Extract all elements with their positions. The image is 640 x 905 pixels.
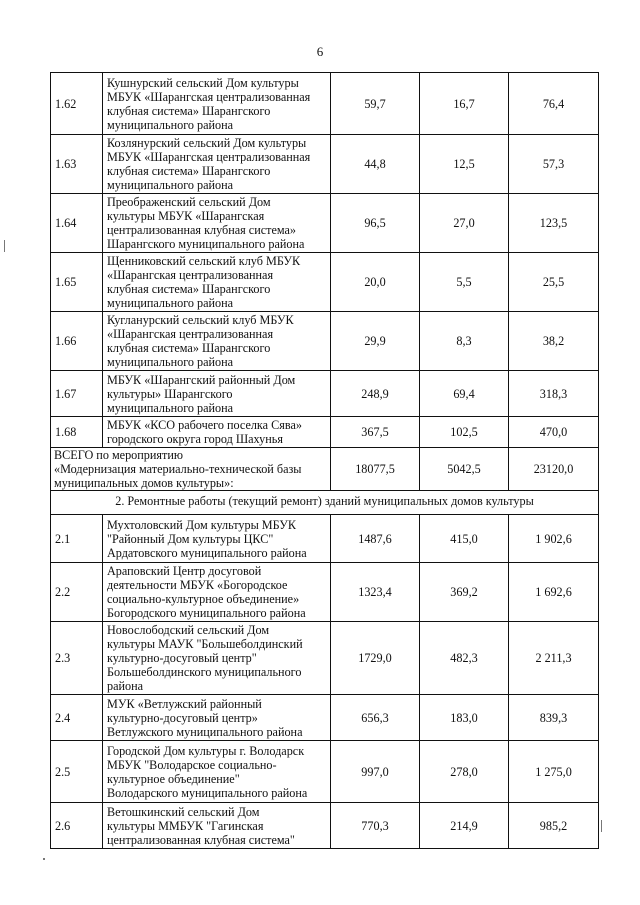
table-row bbox=[51, 803, 599, 849]
institution-name bbox=[103, 515, 331, 563]
table-row bbox=[51, 417, 599, 448]
institution-name-line: Преображенский сельский Дом bbox=[107, 195, 271, 209]
amount-1: 59,7 bbox=[331, 73, 420, 135]
institution-name-line: Мухтоловский Дом культуры МБУК bbox=[107, 517, 296, 532]
amount-3: 76,4 bbox=[509, 73, 599, 135]
amount-1: 997,0 bbox=[331, 741, 420, 803]
amount-2: 214,9 bbox=[420, 803, 509, 849]
institution-name-line: «Шарангская централизованная bbox=[107, 268, 274, 282]
institution-name-line: Богородского муниципального района bbox=[107, 606, 306, 620]
amount-1: 367,5 bbox=[331, 417, 420, 448]
institution-name-line: централизованная клубная система" bbox=[107, 832, 295, 847]
row-number: 2.1 bbox=[51, 515, 103, 563]
amount-3: 1 692,6 bbox=[509, 563, 599, 622]
amount-3: 57,3 bbox=[509, 135, 599, 194]
table-row bbox=[51, 695, 599, 741]
section-heading-row bbox=[51, 491, 599, 515]
amount-2: 12,5 bbox=[420, 135, 509, 194]
institution-name-line: Ардатовского муниципального района bbox=[107, 545, 307, 560]
institution-name-line: муниципального района bbox=[107, 178, 234, 192]
amount-3: 25,5 bbox=[509, 253, 599, 312]
total-label bbox=[51, 448, 331, 491]
table-row bbox=[51, 73, 599, 135]
amount-2: 27,0 bbox=[420, 194, 509, 253]
amount-1: 770,3 bbox=[331, 803, 420, 849]
amount-3: 839,3 bbox=[509, 695, 599, 741]
amount-2: 16,7 bbox=[420, 73, 509, 135]
institution-name-line: деятельности МБУК «Богородское bbox=[107, 578, 288, 592]
institution-name-line: района bbox=[107, 679, 144, 693]
amount-2: 8,3 bbox=[420, 312, 509, 371]
table-row bbox=[51, 741, 599, 803]
row-number: 2.5 bbox=[51, 741, 103, 803]
institution-name-line: Араповский Центр досуговой bbox=[107, 564, 262, 578]
table-row bbox=[51, 253, 599, 312]
institution-name-line: муниципального района bbox=[107, 355, 234, 369]
institution-name-line: социально-культурное объединение» bbox=[107, 592, 300, 606]
row-number: 1.62 bbox=[51, 73, 103, 135]
institution-name-line: муниципального района bbox=[107, 296, 234, 310]
page-number: 6 bbox=[316, 44, 324, 59]
table-body-part2 bbox=[51, 515, 599, 849]
institution-name-line: Козлянурский сельский Дом культуры bbox=[107, 136, 307, 150]
institution-name-line: Кугланурский сельский клуб МБУК bbox=[107, 313, 294, 327]
institution-name bbox=[103, 695, 331, 741]
row-number: 1.64 bbox=[51, 194, 103, 253]
institution-name-line: Новослободский сельский Дом bbox=[107, 623, 270, 637]
amount-1: 96,5 bbox=[331, 194, 420, 253]
amount-3: 123,5 bbox=[509, 194, 599, 253]
amount-2: 482,3 bbox=[420, 622, 509, 695]
institution-name-line: культуры ММБУК "Гагинская bbox=[107, 818, 264, 833]
amount-1: 1323,4 bbox=[331, 563, 420, 622]
amount-2: 69,4 bbox=[420, 371, 509, 417]
total-label-line: муниципальных домов культуры»: bbox=[54, 476, 234, 490]
institution-name-line: клубная система» Шарангского bbox=[107, 341, 271, 355]
institution-name-line: МБУК «Шарангский районный Дом bbox=[107, 372, 296, 387]
amount-1: 656,3 bbox=[331, 695, 420, 741]
amount-1: 20,0 bbox=[331, 253, 420, 312]
total-label-line: «Модернизация материально-технической базы bbox=[54, 462, 302, 476]
institution-name-line: городского округа город Шахунья bbox=[107, 432, 283, 446]
funding-table bbox=[50, 72, 599, 849]
amount-3: 318,3 bbox=[509, 371, 599, 417]
institution-name-line: культуры МБУК «Шарангская bbox=[107, 209, 265, 223]
amount-1: 248,9 bbox=[331, 371, 420, 417]
total-label-line: ВСЕГО по мероприятию bbox=[54, 448, 183, 462]
institution-name-line: МБУК «Шарангская централизованная bbox=[107, 150, 311, 164]
institution-name bbox=[103, 563, 331, 622]
row-number: 1.67 bbox=[51, 371, 103, 417]
institution-name-line: МБУК "Володарское социально- bbox=[107, 757, 277, 772]
table-row bbox=[51, 312, 599, 371]
total-value-2: 5042,5 bbox=[420, 448, 509, 491]
institution-name bbox=[103, 741, 331, 803]
institution-name-line: Шарангского муниципального района bbox=[107, 237, 305, 251]
institution-name bbox=[103, 622, 331, 695]
table-row bbox=[51, 135, 599, 194]
amount-1: 44,8 bbox=[331, 135, 420, 194]
table-row bbox=[51, 371, 599, 417]
section-heading: 2. Ремонтные работы (текущий ремонт) зданий муниципальных домов культуры bbox=[51, 491, 599, 515]
table-row bbox=[51, 194, 599, 253]
institution-name-line: Большеболдинского муниципального bbox=[107, 665, 302, 679]
institution-name bbox=[103, 194, 331, 253]
row-number: 2.6 bbox=[51, 803, 103, 849]
amount-3: 1 275,0 bbox=[509, 741, 599, 803]
amount-3: 985,2 bbox=[509, 803, 599, 849]
institution-name-line: клубная система» Шарангского bbox=[107, 103, 271, 118]
institution-name-line: культуры» Шарангского bbox=[107, 386, 233, 401]
row-number: 1.63 bbox=[51, 135, 103, 194]
institution-name bbox=[103, 417, 331, 448]
institution-name bbox=[103, 73, 331, 135]
table-row bbox=[51, 515, 599, 563]
amount-3: 470,0 bbox=[509, 417, 599, 448]
institution-name-line: Володарского муниципального района bbox=[107, 785, 308, 800]
institution-name-line: культурное объединение" bbox=[107, 771, 240, 786]
total-value-3: 23120,0 bbox=[509, 448, 599, 491]
table-body-part1 bbox=[51, 73, 599, 448]
row-number: 2.4 bbox=[51, 695, 103, 741]
institution-name-line: МУК «Ветлужский районный bbox=[107, 696, 262, 711]
row-number: 1.66 bbox=[51, 312, 103, 371]
row-number: 2.3 bbox=[51, 622, 103, 695]
amount-3: 1 902,6 bbox=[509, 515, 599, 563]
institution-name-line: Щенниковский сельский клуб МБУК bbox=[107, 254, 301, 268]
institution-name-line: МБУК «Шарангская централизованная bbox=[107, 89, 311, 104]
total-row bbox=[51, 448, 599, 491]
amount-1: 1729,0 bbox=[331, 622, 420, 695]
amount-3: 38,2 bbox=[509, 312, 599, 371]
amount-1: 29,9 bbox=[331, 312, 420, 371]
amount-2: 5,5 bbox=[420, 253, 509, 312]
scan-mark bbox=[4, 240, 5, 252]
institution-name-line: культуры МАУК "Большеболдинский bbox=[107, 637, 303, 651]
institution-name-line: муниципального района bbox=[107, 400, 234, 415]
amount-2: 369,2 bbox=[420, 563, 509, 622]
table-row bbox=[51, 563, 599, 622]
institution-name bbox=[103, 135, 331, 194]
institution-name-line: централизованная клубная система» bbox=[107, 223, 297, 237]
institution-name-line: МБУК «КСО рабочего поселка Сява» bbox=[107, 418, 302, 432]
institution-name bbox=[103, 312, 331, 371]
amount-2: 183,0 bbox=[420, 695, 509, 741]
amount-2: 102,5 bbox=[420, 417, 509, 448]
table-total-section bbox=[51, 448, 599, 515]
institution-name-line: Городской Дом культуры г. Володарск bbox=[107, 743, 305, 758]
row-number: 1.65 bbox=[51, 253, 103, 312]
table-row bbox=[51, 622, 599, 695]
amount-1: 1487,6 bbox=[331, 515, 420, 563]
institution-name-line: культурно-досуговый центр» bbox=[107, 710, 258, 725]
institution-name-line: Ветошкинский сельский Дом bbox=[107, 804, 260, 819]
scan-mark bbox=[601, 820, 602, 832]
institution-name-line: клубная система» Шарангского bbox=[107, 164, 271, 178]
institution-name-line: "Районный Дом культуры ЦКС" bbox=[107, 531, 274, 546]
amount-2: 415,0 bbox=[420, 515, 509, 563]
row-number: 1.68 bbox=[51, 417, 103, 448]
row-number: 2.2 bbox=[51, 563, 103, 622]
institution-name-line: Ветлужского муниципального района bbox=[107, 724, 303, 739]
institution-name-line: муниципального района bbox=[107, 117, 234, 132]
total-value-1: 18077,5 bbox=[331, 448, 420, 491]
institution-name bbox=[103, 253, 331, 312]
institution-name-line: клубная система» Шарангского bbox=[107, 282, 271, 296]
institution-name bbox=[103, 803, 331, 849]
scan-mark bbox=[43, 858, 45, 860]
institution-name-line: культурно-досуговый центр" bbox=[107, 651, 257, 665]
institution-name-line: Кушнурский сельский Дом культуры bbox=[107, 75, 299, 90]
amount-2: 278,0 bbox=[420, 741, 509, 803]
institution-name bbox=[103, 371, 331, 417]
institution-name-line: «Шарангская централизованная bbox=[107, 327, 274, 341]
amount-3: 2 211,3 bbox=[509, 622, 599, 695]
